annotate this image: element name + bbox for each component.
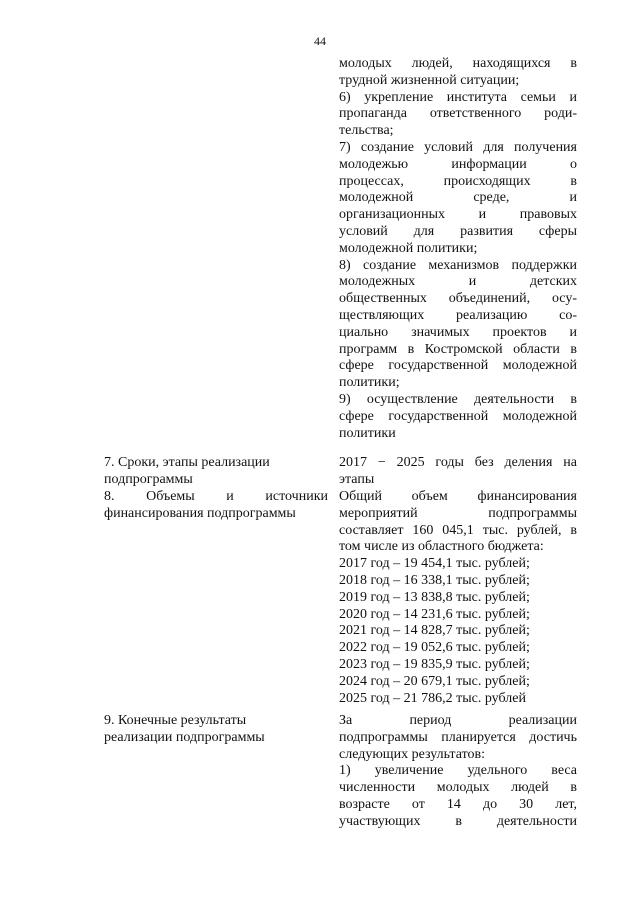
text-line: 2017 год – 19 454,1 тыс. рублей;: [339, 556, 530, 572]
page-number: 44: [314, 34, 326, 48]
text-line: 7) создание условий для получения: [339, 139, 577, 155]
row-label-8: [104, 489, 328, 523]
text-line: численности молодых людей в: [339, 780, 577, 796]
text-line: 2021 год – 14 828,7 тыс. рублей;: [339, 623, 530, 639]
text-line: циально значимых проектов и: [339, 324, 577, 340]
row-label-9: [104, 713, 328, 747]
text-line: 2022 год – 19 052,6 тыс. рублей;: [339, 640, 530, 656]
text-line: 9. Конечные результаты: [104, 713, 247, 728]
text-line: 1) увеличение удельного веса: [339, 763, 577, 779]
text-line: этапы: [339, 471, 375, 487]
text-line: 2017 − 2025 годы без деления на: [339, 455, 577, 470]
text-line: молодежной среде, и: [339, 190, 577, 206]
text-line: ществляющих реализацию со-: [339, 307, 577, 323]
text-line: молодых людей, находящихся в: [339, 56, 577, 71]
text-line: 2020 год – 14 231,6 тыс. рублей;: [339, 606, 530, 622]
text-line: 2019 год – 13 838,8 тыс. рублей;: [339, 589, 530, 605]
text-line: общественных объединений, осу-: [339, 291, 577, 307]
continued-cell-text: [339, 56, 577, 442]
text-line: 2018 год – 16 338,1 тыс. рублей;: [339, 572, 530, 588]
text-line: возрасте от 14 до 30 лет,: [339, 796, 577, 812]
text-line: политики: [339, 425, 396, 441]
text-line: тельства;: [339, 123, 394, 139]
text-line: 7. Сроки, этапы реализации: [104, 455, 270, 470]
text-line: сфере государственной молодежной: [339, 358, 577, 374]
text-line: сфере государственной молодежной: [339, 408, 577, 424]
text-line: 9) осуществление деятельности в: [339, 391, 577, 407]
text-line: участвующих в деятельности: [339, 813, 577, 829]
text-line: финансирования подпрограммы: [104, 505, 296, 521]
text-line: молодежью информации о: [339, 156, 577, 172]
row-label-7: [104, 455, 328, 489]
text-line: 6) укрепление института семьи и: [339, 89, 577, 105]
row-value-9: [339, 713, 577, 831]
row-value-8: [339, 489, 577, 707]
text-line: подпрограммы планируется достичь: [339, 729, 577, 745]
text-line: том числе из областного бюджета:: [339, 539, 544, 555]
text-line: Общий объем финансирования: [339, 489, 577, 504]
text-line: трудной жизненной ситуации;: [339, 72, 520, 88]
text-line: мероприятий подпрограммы: [339, 505, 577, 521]
text-line: 8) создание механизмов поддержки: [339, 257, 577, 273]
text-line: политики;: [339, 375, 400, 391]
text-line: составляет 160 045,1 тыс. рублей, в: [339, 522, 577, 538]
text-line: молодежных и детских: [339, 274, 577, 290]
text-line: пропаганда ответственного роди-: [339, 106, 577, 122]
text-line: молодежной политики;: [339, 240, 478, 256]
text-line: организационных и правовых: [339, 207, 577, 223]
text-line: следующих результатов:: [339, 746, 486, 762]
row-value-7: [339, 455, 577, 489]
text-line: 2024 год – 20 679,1 тыс. рублей;: [339, 673, 530, 689]
text-line: 8. Объемы и источники: [104, 489, 328, 504]
text-line: условий для развития сферы: [339, 223, 577, 239]
text-line: реализации подпрограммы: [104, 729, 265, 745]
text-line: программ в Костромской области в: [339, 341, 577, 357]
text-line: 2025 год – 21 786,2 тыс. рублей: [339, 690, 526, 706]
text-line: процессах, происходящих в: [339, 173, 577, 189]
text-line: 2023 год – 19 835,9 тыс. рублей;: [339, 656, 530, 672]
text-line: подпрограммы: [104, 471, 193, 487]
text-line: За период реализации: [339, 713, 577, 728]
